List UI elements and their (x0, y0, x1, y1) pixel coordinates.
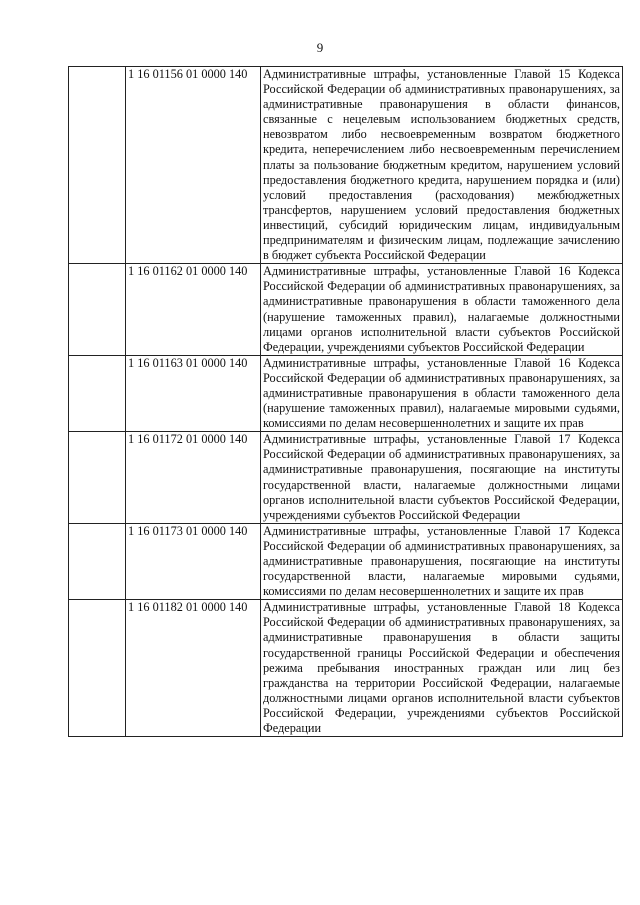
description-cell: Административные штрафы, установленные Главой 17 Кодекса Российской Федерации об административных правонарушениях, за административные правонарушения, посягающие на институты государственной власти, налагаемые мировыми судьями, комиссиями по делам несовершеннолетних и защите их прав (261, 523, 623, 599)
page-number: 9 (316, 40, 324, 55)
empty-cell (69, 600, 126, 737)
description-cell: Административные штрафы, установленные Главой 18 Кодекса Российской Федерации об административных правонарушениях, за административные правонарушения в области защиты государственной границы Российской Федерации и обеспечения режима пребывания иностранных граждан или лиц без гражданства на территории Российской Федерации, налагаемые должностными лицами органов исполнительной власти субъектов Российской Федерации, учреждениями субъектов Российской Федерации (261, 600, 623, 737)
description-cell: Административные штрафы, установленные Главой 16 Кодекса Российской Федерации об административных правонарушениях, за административные правонарушения в области таможенного дела (нарушение таможенных правил), налагаемые мировыми судьями, комиссиями по делам несовершеннолетних и защите их прав (261, 355, 623, 431)
table-row (69, 600, 623, 737)
table-row (69, 355, 623, 431)
budget-code-cell: 1 16 01156 01 0000 140 (126, 67, 261, 264)
budget-codes-table (68, 66, 623, 737)
table-row (69, 264, 623, 356)
empty-cell (69, 355, 126, 431)
empty-cell (69, 67, 126, 264)
table-row (69, 432, 623, 524)
budget-code-cell: 1 16 01172 01 0000 140 (126, 432, 261, 524)
budget-code-cell: 1 16 01182 01 0000 140 (126, 600, 261, 737)
empty-cell (69, 264, 126, 356)
empty-cell (69, 523, 126, 599)
empty-cell (69, 432, 126, 524)
description-cell: Административные штрафы, установленные Главой 15 Кодекса Российской Федерации об административных правонарушениях, за административные правонарушения в области финансов, связанные с нецелевым использованием бюджетных средств, невозвратом либо несвоевременным возвратом бюджетного кредита, неперечислением либо несвоевременным перечислением платы за пользование бюджетным кредитом, нарушением условий предоставления бюджетного кредита, нарушением порядка и (или) условий предоставления (расходования) межбюджетных трансфертов, нарушением условий предоставления бюджетных инвестиций, субсидий юридическим лицам, индивидуальным предпринимателям и физическим лицам, подлежащие зачислению в бюджет субъекта Российской Федерации (261, 67, 623, 264)
table-row (69, 67, 623, 264)
description-cell: Административные штрафы, установленные Главой 17 Кодекса Российской Федерации об административных правонарушениях, за административные правонарушения, посягающие на институты государственной власти, налагаемые должностными лицами органов исполнительной власти субъектов Российской Федерации, учреждениями субъектов Российской Федерации (261, 432, 623, 524)
budget-code-cell: 1 16 01163 01 0000 140 (126, 355, 261, 431)
description-cell: Административные штрафы, установленные Главой 16 Кодекса Российской Федерации об административных правонарушениях, за административные правонарушения в области таможенного дела (нарушение таможенных правил), налагаемые должностными лицами органов исполнительной власти субъектов Российской Федерации, учреждениями субъектов Российской Федерации (261, 264, 623, 356)
budget-code-cell: 1 16 01173 01 0000 140 (126, 523, 261, 599)
table-row (69, 523, 623, 599)
budget-code-cell: 1 16 01162 01 0000 140 (126, 264, 261, 356)
